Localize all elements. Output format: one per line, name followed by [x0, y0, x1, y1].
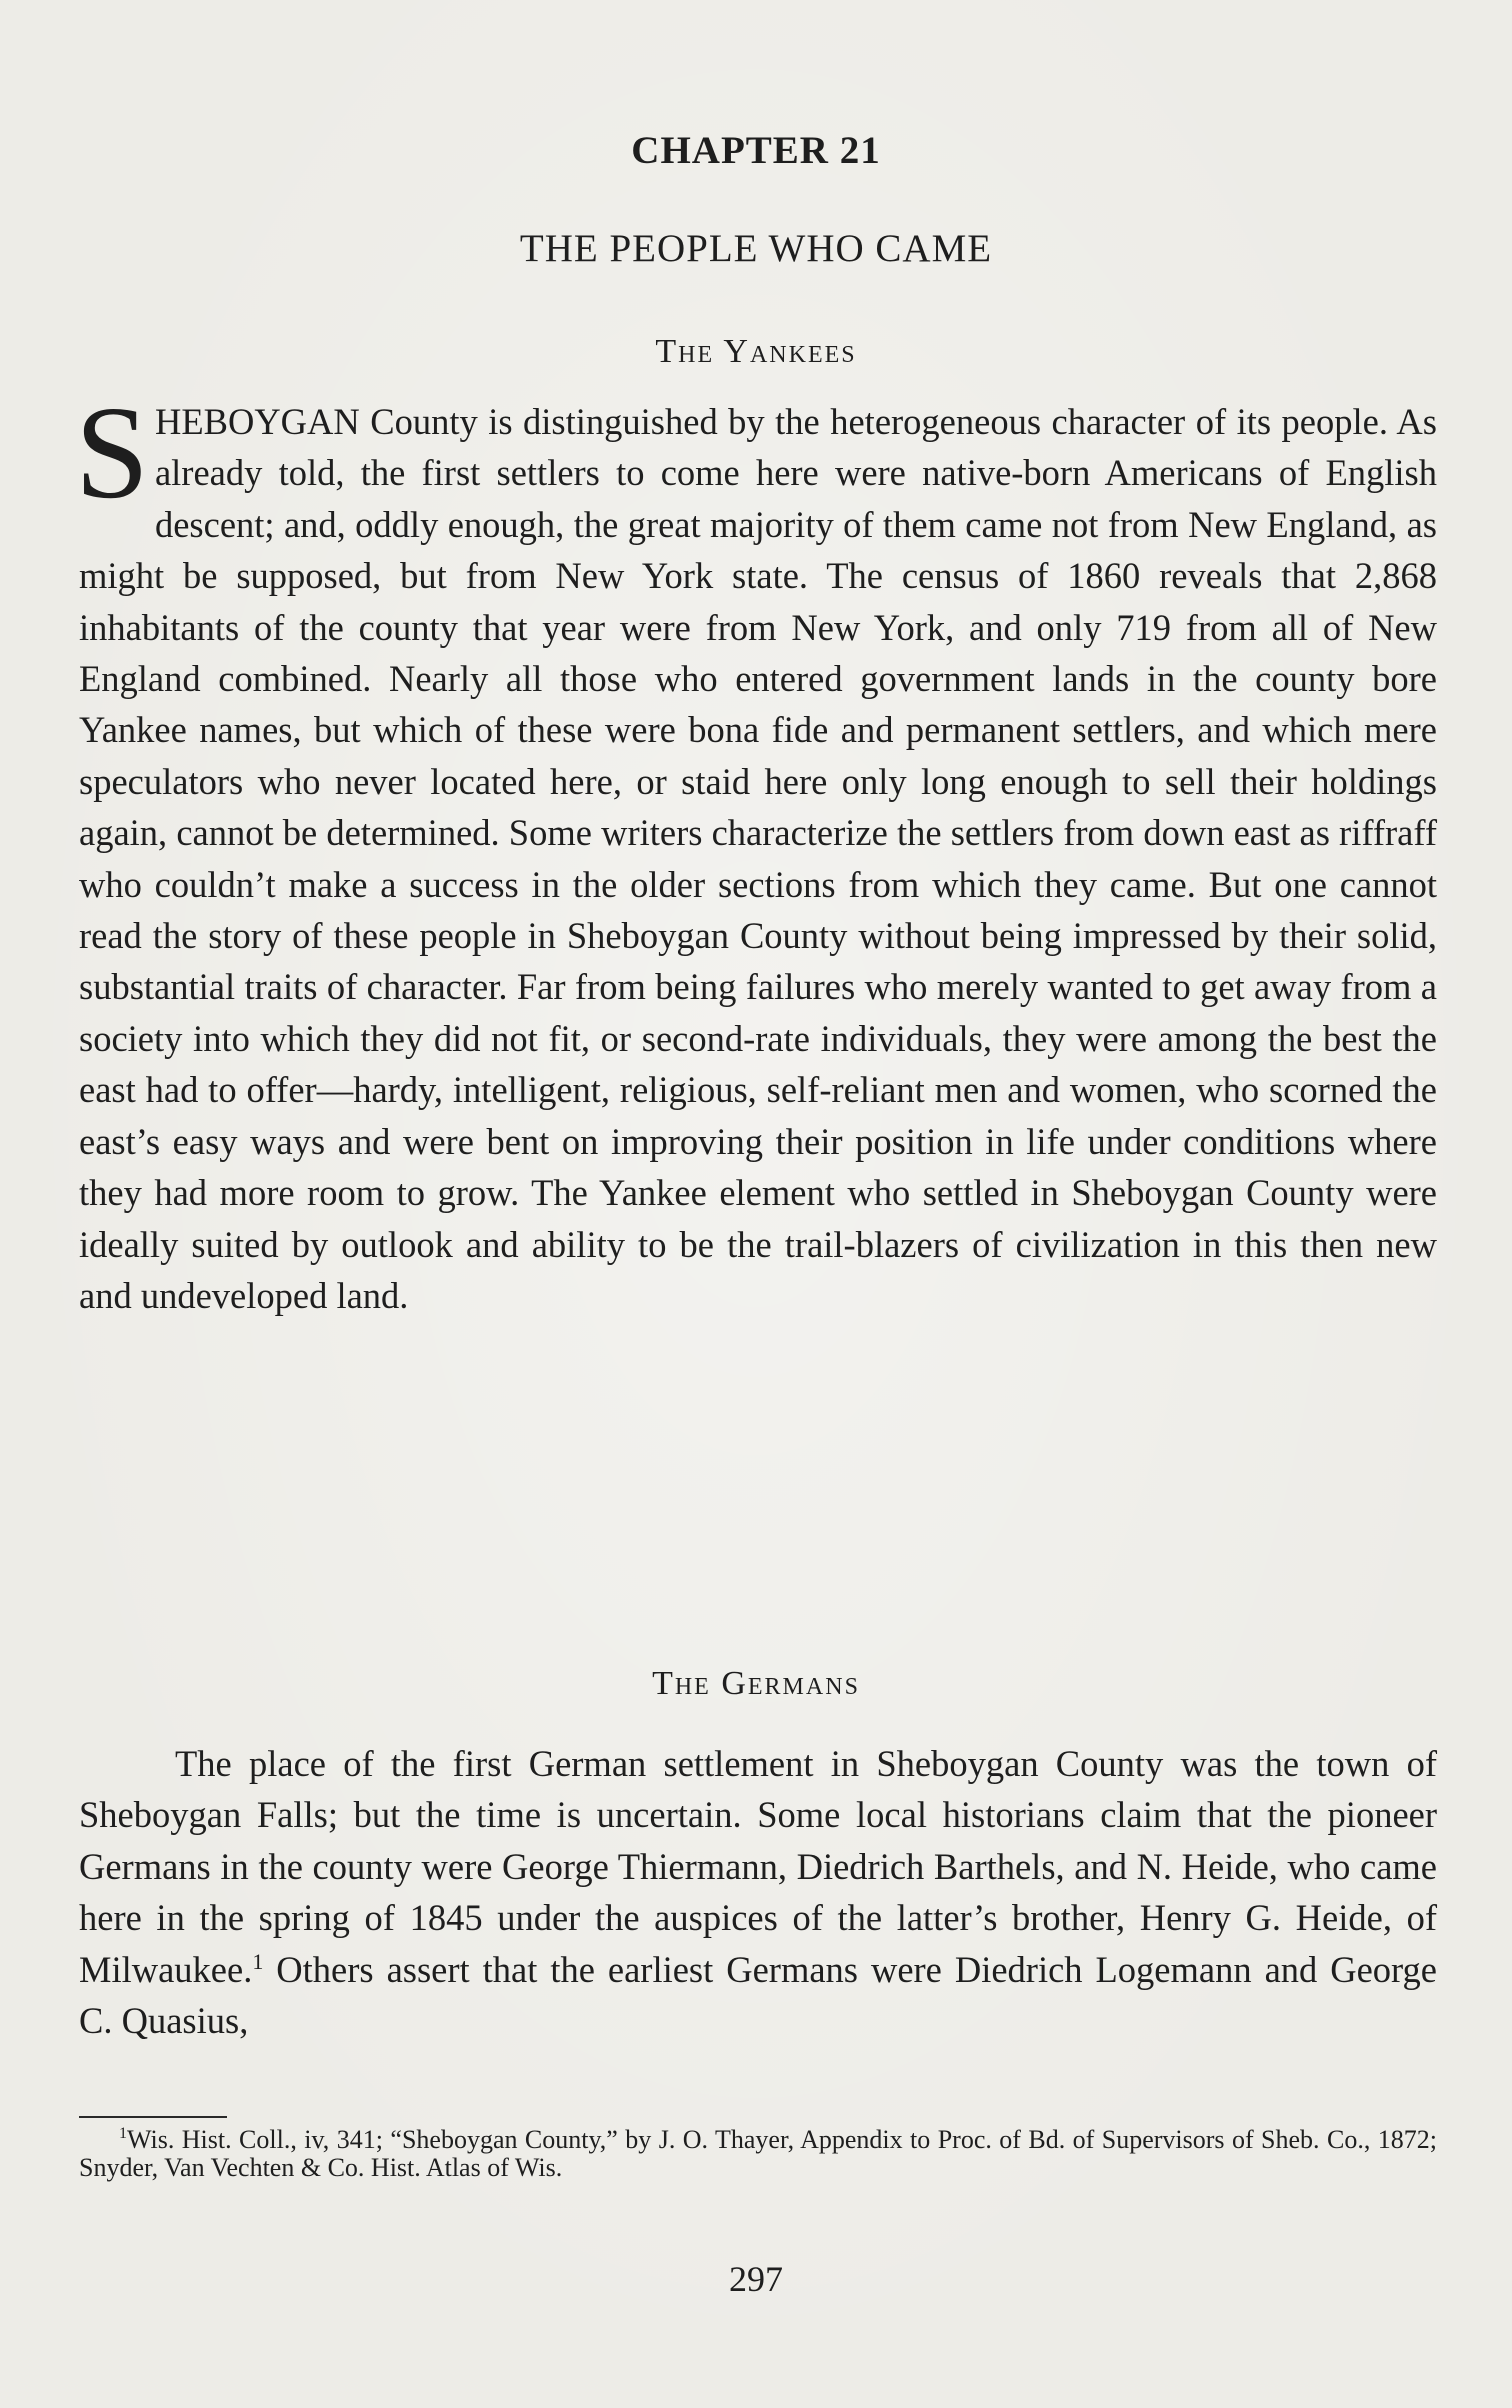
- footnote-reference: 1: [252, 1948, 264, 1974]
- paragraph-germans-text-2: Others assert that the earliest Germans were Diedrich Logemann and George C. Quasius,: [79, 1948, 1437, 2042]
- paragraph-germans-text-1: The place of the first German settlement in Sheboygan County was the town of Sheboygan Falls; but the time is uncertain. Some local historians claim that the pioneer Germans in the county were George Thiermann, Diedrich Barthels, and N. Heide, who came here in the spring of 1845 under the auspices of the latter’s brother, Henry G. Heide, of Milwaukee.: [79, 1743, 1437, 1990]
- chapter-title: THE PEOPLE WHO CAME: [519, 227, 993, 270]
- page-number: 297: [729, 2259, 783, 2299]
- paragraph-yankees: [75, 378, 1437, 1321]
- footnote-mark: 1: [119, 2125, 127, 2143]
- section-heading-germans: The Germans: [652, 1665, 860, 1702]
- footnote-divider: [79, 2116, 227, 2118]
- footnote-text: Wis. Hist. Coll., iv, 341; “Sheboygan County,” by J. O. Thayer, Appendix to Proc. of Bd. of Supervisors of Sheb. Co., 1872; Snyder, Van Vechten & Co. Hist. Atlas of Wis.: [79, 2125, 1437, 2182]
- paragraph-germans: [79, 1738, 1437, 2046]
- footnote: [79, 2126, 1437, 2182]
- chapter-number: CHAPTER 21: [631, 129, 881, 172]
- paragraph-yankees-text: HEBOYGAN County is distinguished by the heterogeneous character of its people. As already told, the first settlers to come here were native-born Americans of English descent; and, oddly enough, the great majority of them came not from New England, as might be supposed, but from New York state. The census of 1860 reveals that 2,868 inhabitants of the county that year were from New York, and only 719 from all of New England combined. Nearly all those who entered government lands in the county bore Yankee names, but which of these were bona fide and permanent settlers, and which mere speculators who never located here, or staid here only long enough to sell their holdings again, cannot be determined. Some writers characterize the settlers from down east as riffraff who couldn’t make a success in the older sections from which they came. But one cannot read the story of these people in Sheboygan County without being impressed by their solid, substantial traits of character. Far from being failures who merely wanted to get away from a society into which they did not fit, or second-rate individuals, they were among the best the east had to offer—hardy, intelligent, religious, self-reliant men and women, who scorned the east’s easy ways and were bent on improving their position in life under conditions where they had more room to grow. The Yankee element who settled in Sheboygan County were ideally suited by outlook and ability to be the trail-blazers of civilization in this then new and undeveloped land.: [79, 401, 1437, 1316]
- drop-cap: S: [75, 378, 149, 526]
- section-heading-yankees: The Yankees: [655, 333, 857, 370]
